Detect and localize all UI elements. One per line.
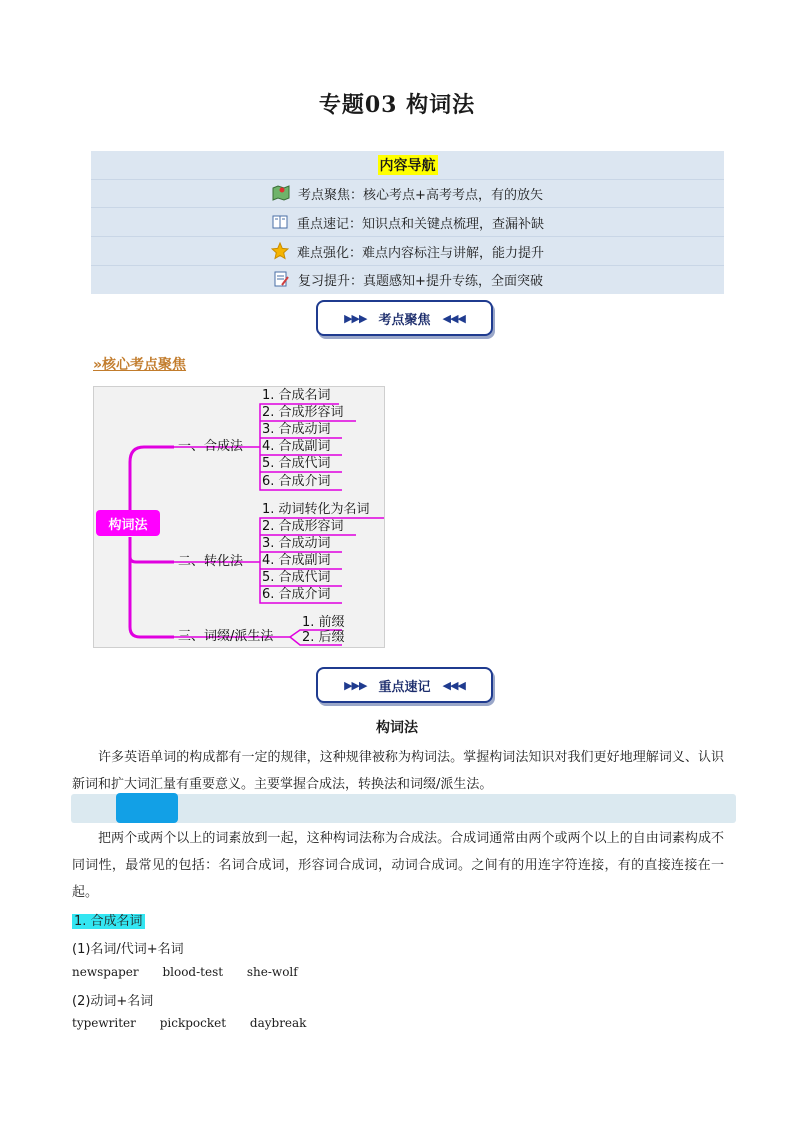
leaf-label: 6. 合成介词 (262, 474, 331, 489)
section-heading: 构词法 (376, 720, 418, 736)
leaf-label: 4. 合成副词 (262, 553, 331, 568)
mind-map-root: 构词法 (96, 510, 160, 536)
leaf-label: 1. 合成名词 (262, 388, 331, 403)
nav-item (91, 208, 724, 237)
example-word: daybreak (249, 1016, 307, 1030)
leaf-label: 1. 前缀 (302, 615, 345, 630)
book-icon (271, 213, 289, 231)
arrows-right-icon: ▶▶▶ (344, 311, 367, 325)
branch-label: 二、转化法 (178, 554, 244, 569)
example-row (72, 1016, 324, 1030)
nav-item-text: 难点强化：难点内容标注与讲解，能力提升 (296, 245, 544, 261)
intro-paragraph: 许多英语单词的构成都有一定的规律，这种规律被称为构词法。掌握构词法知识对我们更好地理解词义、认识新词和扩大词汇量有重要意义。主要掌握合成法，转换法和词缀/派生法。 (72, 750, 724, 792)
branch-label: 一、合成法 (178, 439, 244, 454)
leaf-label: 5. 合成代词 (262, 456, 331, 471)
leaf-label: 2. 后缀 (302, 630, 345, 645)
example-word: typewriter (72, 1016, 136, 1030)
example-word: blood-test (162, 965, 224, 979)
leaf-label: 2. 合成形容词 (262, 405, 344, 420)
subheading-row (72, 910, 145, 929)
arrows-right-icon: ▶▶▶ (344, 678, 367, 692)
rule-label: (1)名词/代词+名词 (72, 942, 184, 957)
example-word: newspaper (72, 965, 139, 979)
core-heading: »核心考点聚焦 (93, 357, 187, 373)
nav-item (91, 237, 724, 266)
rule-label: (2)动词+名词 (72, 994, 154, 1009)
mind-map (93, 386, 385, 648)
nav-header-row (91, 151, 724, 180)
focus-banner-label: 考点聚焦 (378, 312, 431, 328)
arrows-left-icon: ◀◀◀ (442, 678, 465, 692)
nav-header: 内容导航 (378, 155, 438, 175)
notes-banner (316, 667, 493, 703)
leaf-label: 2. 合成形容词 (262, 519, 344, 534)
leaf-label: 6. 合成介词 (262, 587, 331, 602)
page-title: 专题03 构词法 (318, 92, 476, 118)
nav-item-text: 重点速记：知识点和关键点梳理，查漏补缺 (296, 216, 544, 232)
nav-item (91, 265, 724, 293)
section-chip (116, 793, 178, 823)
leaf-label: 3. 合成动词 (262, 536, 331, 551)
nav-item-text: 考点聚焦：核心考点+高考考点，有的放矢 (298, 187, 543, 203)
notepad-icon (272, 270, 290, 288)
leaf-label: 5. 合成代词 (262, 570, 331, 585)
branch-label: 三、词缀/派生法 (178, 629, 274, 644)
map-icon (272, 184, 290, 202)
example-word: she-wolf (246, 965, 298, 979)
example-word: pickpocket (159, 1016, 227, 1030)
arrows-left-icon: ◀◀◀ (442, 311, 465, 325)
content-navigation (91, 151, 724, 294)
star-icon (271, 242, 289, 260)
leaf-label: 3. 合成动词 (262, 422, 331, 437)
focus-banner (316, 300, 493, 336)
nav-item-text: 复习提升：真题感知+提升专练，全面突破 (298, 273, 543, 289)
notes-banner-label: 重点速记 (378, 679, 431, 695)
subheading: 1. 合成名词 (74, 914, 143, 929)
nav-item (91, 179, 724, 208)
leaf-label: 1. 动词转化为名词 (262, 502, 370, 517)
leaf-label: 4. 合成副词 (262, 439, 331, 454)
example-row (72, 965, 316, 979)
compound-paragraph: 把两个或两个以上的词素放到一起，这种构词法称为合成法。合成词通常由两个或两个以上的自由词素构成不同词性，最常见的包括：名词合成词，形容词合成词，动词合成词。之间有的用连字符连接，有的直接连接在一起。 (72, 831, 724, 900)
